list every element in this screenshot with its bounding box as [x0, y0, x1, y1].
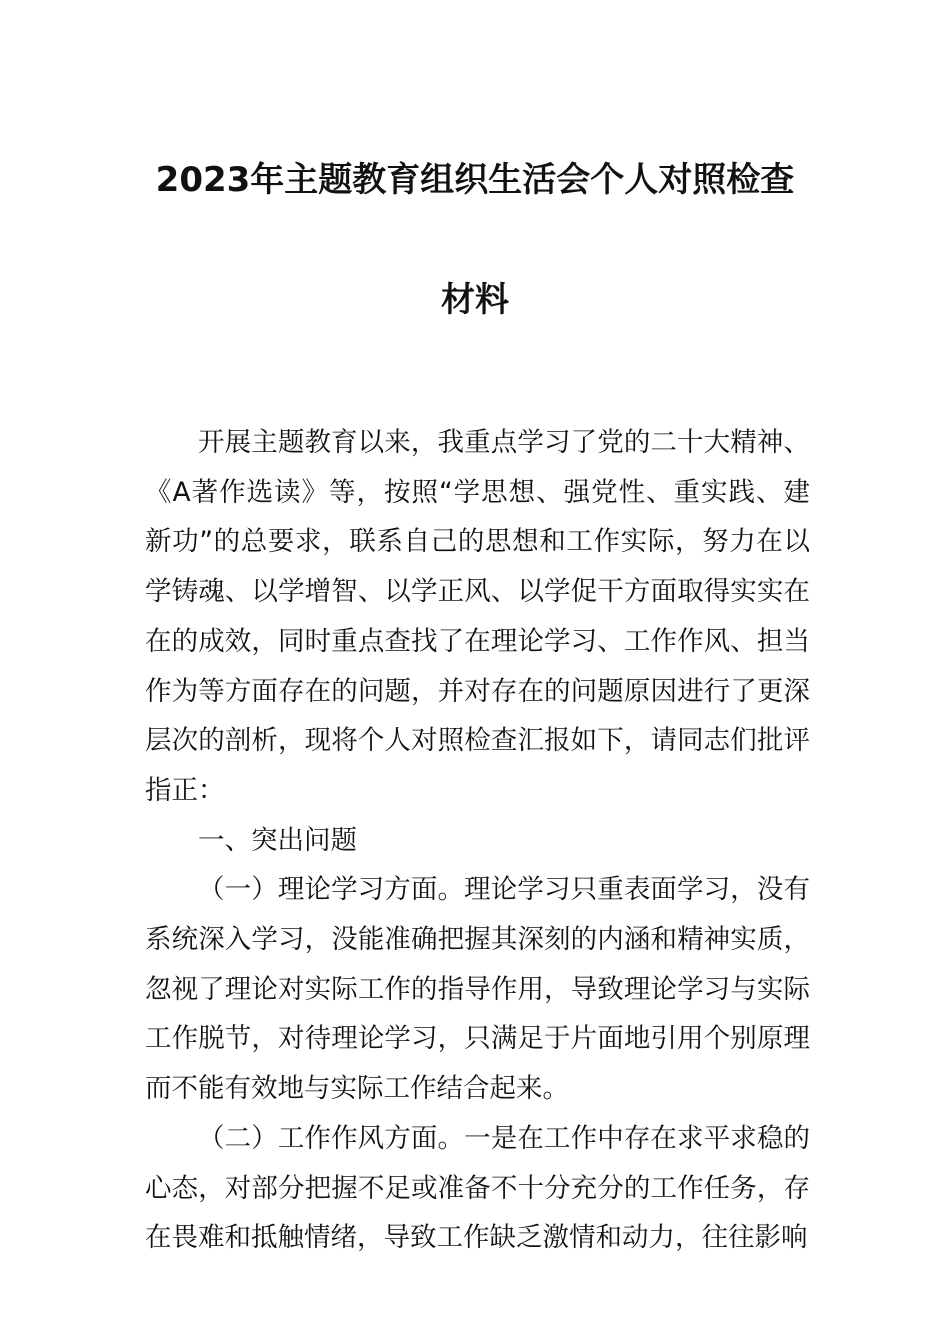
document-title-line-1: 2023年主题教育组织生活会个人对照检查: [155, 160, 795, 200]
work-style-paragraph: （二）工作作风方面。一是在工作中存在求平求稳的心态，对部分把握不足或准备不十分充分的工作任务，存在畏难和抵触情绪，导致工作缺乏激情和动力，往往影响: [145, 1122, 810, 1254]
document-body: [145, 418, 810, 1263]
intro-paragraph: 开展主题教育以来，我重点学习了党的二十大精神、《A著作选读》等，按照“学思想、强党性、重实践、建新功”的总要求，联系自己的思想和工作实际，努力在以学铸魂、以学增智、以学正风、以学促干方面取得实实在在的成效，同时重点查找了在理论学习、工作作风、担当作为等方面存在的问题，并对存在的问题原因进行了更深层次的剖析，现将个人对照检查汇报如下，请同志们批评指正：: [145, 427, 810, 806]
document-title-line-2: 材料: [441, 280, 509, 320]
theory-study-paragraph: （一）理论学习方面。理论学习只重表面学习，没有系统深入学习，没能准确把握其深刻的内涵和精神实质，忽视了理论对实际工作的指导作用，导致理论学习与实际工作脱节，对待理论学习，只满足于片面地引用个别原理而不能有效地与实际工作结合起来。: [145, 874, 810, 1105]
section-heading: 一、突出问题: [198, 824, 357, 856]
